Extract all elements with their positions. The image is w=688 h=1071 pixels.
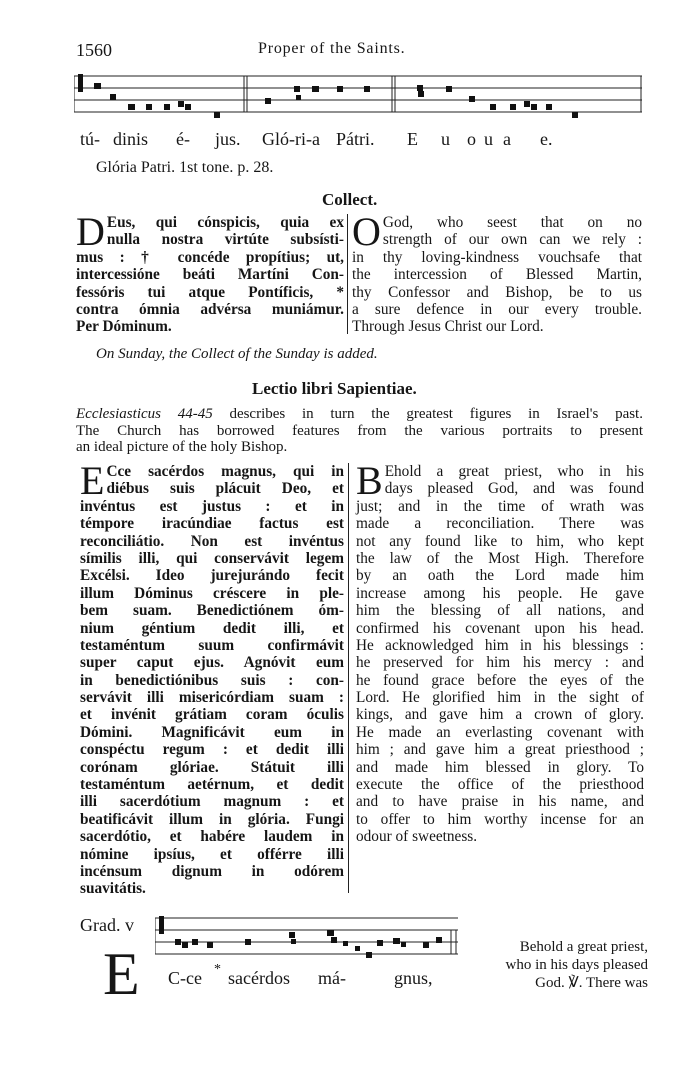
- text-line: him ; and gave him a great priesthood ;: [356, 741, 644, 759]
- chant-syllable: Gló-ri-a: [262, 129, 320, 149]
- text-line: the intercession of Blessed Martin,: [352, 266, 642, 284]
- text-line: beatificávit illum in glória. Fungi: [80, 810, 344, 828]
- text-line: Excélsi. Ideo jurejurándo fecit: [80, 567, 344, 585]
- text-line: testaméntum suum confirmávit: [80, 636, 344, 654]
- text-line: reconciliátio. Non est invéntus: [80, 532, 344, 550]
- text-line: Behold a great priest,: [519, 939, 648, 955]
- text-line: super caput ejus. Agnóvit eum: [80, 654, 344, 672]
- chant-staff-gradual: [155, 908, 460, 966]
- chant-syllable: u: [484, 129, 493, 149]
- text-line: not any found like to him, who kept: [356, 532, 644, 550]
- collect-latin: [76, 209, 344, 336]
- chant-syllable: e.: [540, 129, 553, 149]
- text-line: in thy loving-kindness vouchsafe that: [352, 248, 642, 266]
- text-line: nómine ipsíus, et offérre illi: [80, 845, 344, 863]
- rubric: On Sunday, the Collect of the Sunday is added.: [96, 346, 378, 362]
- chant-syllable: C-ce: [168, 968, 202, 988]
- chant-neumes: [159, 916, 442, 958]
- chant-syllable: dinis: [113, 129, 149, 149]
- text-line: confirmed his covenant upon his head.: [356, 619, 644, 637]
- do-clef-icon: [78, 74, 83, 92]
- text-line: who in his days pleased: [505, 957, 648, 973]
- text-line: [76, 406, 643, 423]
- text-line: nulla nostra virtúte subsísti-: [106, 231, 344, 249]
- lectio-english: [356, 458, 644, 846]
- text-line: Dómini. Magnificávit eum in: [80, 723, 344, 741]
- text-line: kings, and gave him a crown of glory.: [356, 706, 644, 724]
- drop-cap: D: [76, 209, 105, 254]
- text-line: bem suam. Benedictiónem óm-: [80, 602, 344, 620]
- scripture-reference: Ecclesiasticus 44-45: [76, 406, 213, 422]
- text-line: conspéctu regum : et dedit illi: [80, 741, 344, 759]
- chant-staff-gloria: [74, 68, 644, 126]
- text-line: Cce sacérdos magnus, qui in: [106, 463, 344, 480]
- drop-cap: E: [80, 458, 105, 503]
- chant-syllable: tú-: [80, 129, 100, 149]
- text-line: et invénit grátiam coram óculis: [80, 706, 344, 724]
- chant-syllable: sacérdos: [228, 968, 290, 988]
- text-line: made a reconciliation. There was: [356, 515, 644, 533]
- text-line: Per Dóminum.: [76, 318, 172, 336]
- text-line: Ehold a great priest, who in his: [384, 463, 644, 480]
- text-line: him the blessing of all nations, and: [356, 602, 644, 620]
- text-line: servávit illi misericórdiam suam :: [80, 689, 344, 707]
- text-line: corónam glóriae. Státuit illi: [80, 758, 344, 776]
- text-line: He made an everlasting covenant with: [356, 723, 644, 741]
- text-line: God, who seest that on no: [382, 214, 642, 231]
- text-line: invéntus est justus : et in: [80, 497, 344, 515]
- chant-notation: [155, 908, 460, 966]
- chant-syllable: Pátri.: [336, 129, 375, 149]
- lectio-heading: Lectio libri Sapientiae.: [252, 379, 417, 398]
- text-line: he found grace before the eyes of the: [356, 671, 644, 689]
- text-line: Through Jesus Christ our Lord.: [352, 318, 544, 336]
- text-line: He acknowledged him in his blessings :: [356, 636, 644, 654]
- chant-syllable: é-: [176, 129, 190, 149]
- text-line: nium géntium dedit illi, et: [80, 619, 344, 637]
- intro-text: describes in turn the greatest figures in Israel's past.: [229, 406, 643, 422]
- chant-syllable: jus.: [215, 129, 241, 149]
- collect-english: [352, 209, 642, 336]
- text-line: just; and in the time of wrath was: [356, 497, 644, 515]
- text-line: fessóris tui atque Pontíficis, *: [76, 283, 344, 301]
- chant-syllable: u: [441, 129, 450, 149]
- column-divider: [348, 463, 349, 893]
- text-line: and made him blessed in glory. To: [356, 758, 644, 776]
- do-clef-icon: [159, 916, 164, 934]
- text-line: mus : † concéde propítius; ut,: [76, 248, 344, 266]
- chant-lyrics: [80, 129, 640, 151]
- text-line: illi sacerdótium magnum : et: [80, 793, 344, 811]
- text-line: testaméntum aetérnum, et dedit: [80, 776, 344, 794]
- text-line: suavitátis.: [80, 880, 146, 898]
- collect-heading: Collect.: [322, 190, 378, 209]
- lectio-latin: [80, 458, 344, 898]
- page-header: [76, 40, 646, 62]
- drop-cap: O: [352, 209, 381, 254]
- text-line: strength of our own can we rely :: [382, 231, 642, 249]
- page-number: 1560: [76, 40, 112, 60]
- gloria-patri-note: Glória Patri. 1st tone. p. 28.: [96, 159, 274, 176]
- text-line: illum Dóminus créscere in ple-: [80, 584, 344, 602]
- text-line: símilis illi, qui conservávit legem: [80, 549, 344, 567]
- text-line: The Church has borrowed features from the various portraits to present: [76, 422, 643, 439]
- chant-syllable: gnus,: [394, 968, 433, 988]
- text-line: contra ómnia advérsa muniámur.: [76, 300, 344, 318]
- text-line: he preserved for him his mercy : and: [356, 654, 644, 672]
- text-line: to offer to him worthy incense for an: [356, 810, 644, 828]
- chant-syllable: a: [503, 129, 511, 149]
- text-line: diébus suis plácuit Deo, et: [106, 480, 344, 498]
- gradual-english: [470, 938, 648, 992]
- text-line: execute the office of the priesthood: [356, 776, 644, 794]
- drop-cap: B: [356, 458, 383, 503]
- chant-asterisk: *: [214, 962, 221, 977]
- running-title: Proper of the Saints.: [258, 40, 406, 57]
- text-line: intercessióne beáti Martíni Con-: [76, 266, 344, 284]
- text-line: a sure defence in our every trouble.: [352, 300, 642, 318]
- gradual-initial: E: [103, 941, 140, 1007]
- chant-syllable: o: [467, 129, 476, 149]
- chant-neumes: [78, 74, 578, 118]
- text-line: increase among his people. He gave: [356, 584, 644, 602]
- column-divider: [347, 214, 348, 334]
- text-line: the law of the Most High. Therefore: [356, 549, 644, 567]
- lectio-intro: [76, 406, 643, 456]
- text-line: an ideal picture of the holy Bishop.: [76, 439, 288, 456]
- text-line: Eus, qui cónspicis, quia ex: [106, 214, 344, 231]
- chant-syllable: má-: [318, 968, 346, 988]
- text-line: days pleased God, and was found: [384, 480, 644, 498]
- text-line: and to have praise in his name, and: [356, 793, 644, 811]
- chant-syllable: E: [407, 129, 418, 149]
- text-line: incénsum dignum in odórem: [80, 862, 344, 880]
- gradual-label: Grad. v: [80, 915, 134, 935]
- text-line: sacerdótio, et habére laudem in: [80, 828, 344, 846]
- text-line: in benedictiónibus suis : con-: [80, 671, 344, 689]
- text-line: by an oath the Lord made him: [356, 567, 644, 585]
- chant-notation: [74, 68, 644, 126]
- text-line: thy Confessor and Bishop, be to us: [352, 283, 642, 301]
- text-line: odour of sweetness.: [356, 828, 478, 846]
- text-line: témpore iracúndiae factus est: [80, 515, 344, 533]
- text-line: God. ℣. There was: [535, 975, 648, 991]
- text-line: Lord. He glorified him in the sight of: [356, 689, 644, 707]
